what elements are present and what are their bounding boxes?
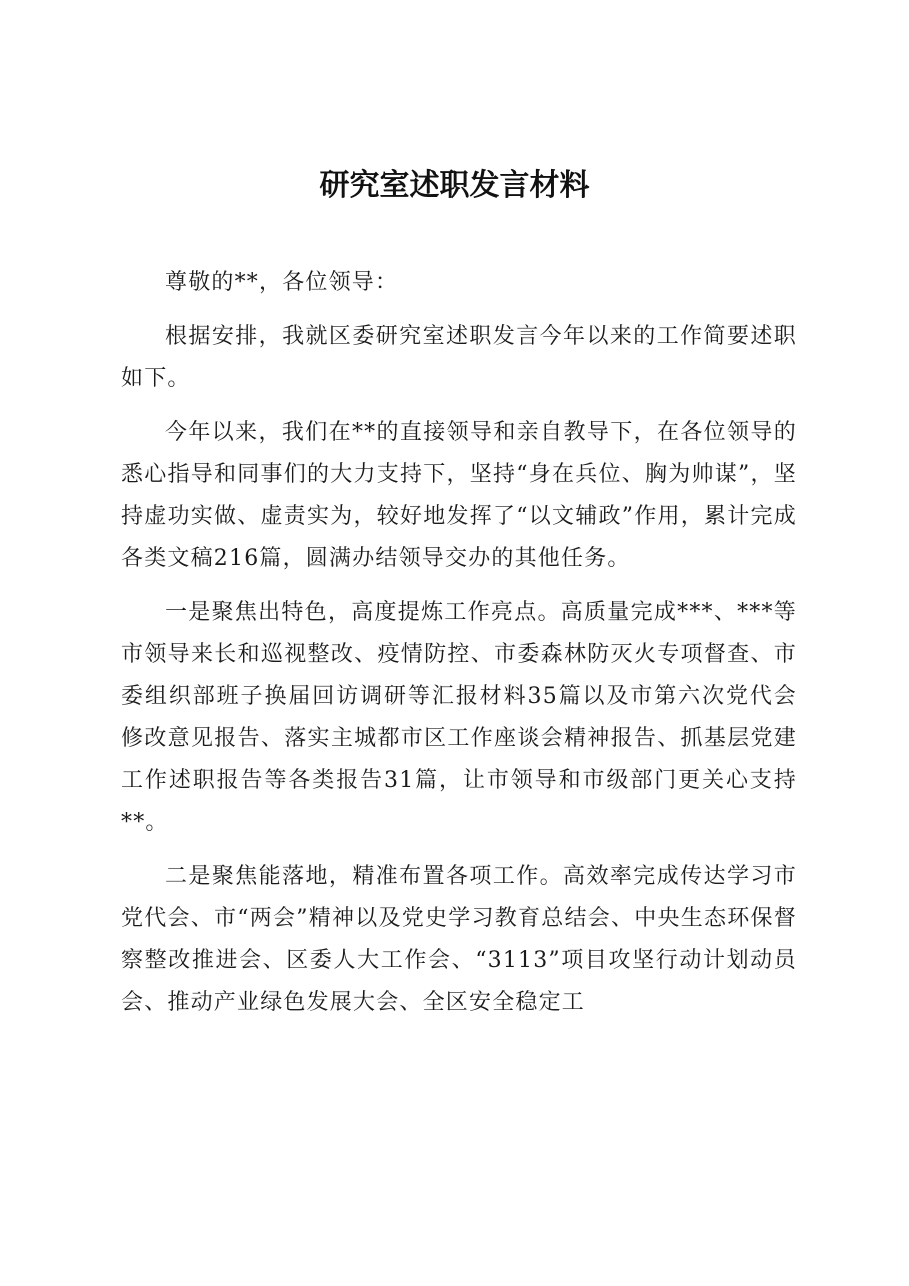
salutation-paragraph: 尊敬的**，各位领导： (165, 270, 399, 295)
summary-paragraph: 今年以来，我们在**的直接领导和亲自教导下，在各位领导的悉心指导和同事们的大力支持下，坚持“身在兵位、胸为帅谋”，坚持虚功实做、虚责实为，较好地发挥了“以文辅政”作用，累计完成各类文稿216篇，圆满办结领导交办的其他任务。 (121, 420, 797, 571)
document-body (121, 262, 797, 1036)
point-two-paragraph: 二是聚焦能落地，精准布置各项工作。高效率完成传达学习市党代会、市“两会”精神以及党史学习教育总结会、中央生态环保督察整改推进会、区委人大工作会、“3113”项目攻坚行动计划动员会、推动产业绿色发展大会、全区安全稳定工 (121, 864, 797, 1015)
document-title: 研究室述职发言材料 (319, 168, 590, 203)
point-one-paragraph: 一是聚焦出特色，高度提炼工作亮点。高质量完成***、***等市领导来长和巡视整改、疫情防控、市委森林防灭火专项督查、市委组织部班子换届回访调研等汇报材料35篇以及市第六次党代会修改意见报告、落实主城都市区工作座谈会精神报告、抓基层党建工作述职报告等各类报告31篇，让市领导和市级部门更关心支持**。 (121, 600, 797, 835)
intro-paragraph: 根据安排，我就区委研究室述职发言今年以来的工作简要述职如下。 (121, 324, 797, 391)
